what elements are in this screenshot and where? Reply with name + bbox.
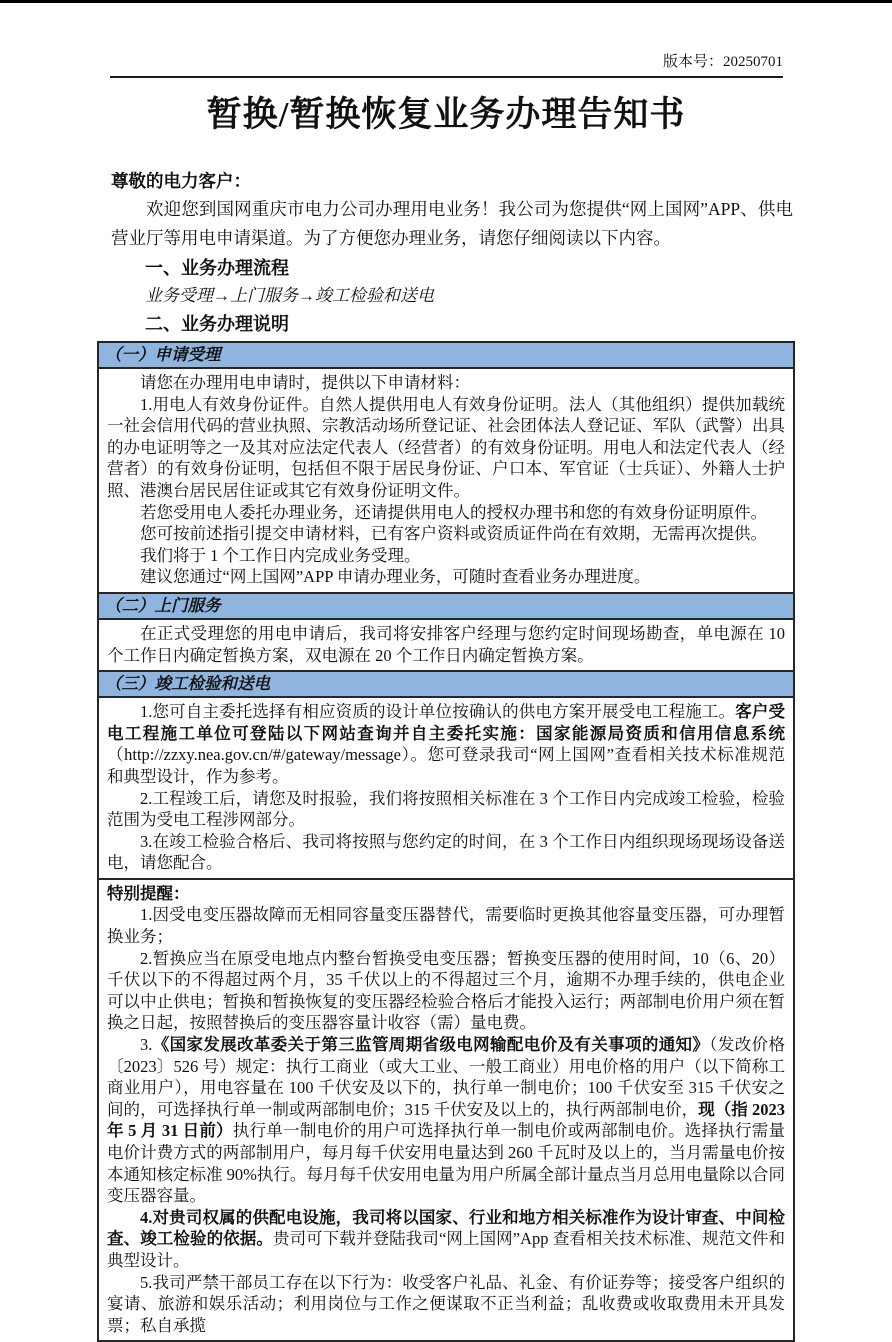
paragraph — [107, 701, 785, 787]
section-header-application: （一）申请受理 — [99, 343, 793, 369]
text-segment: 贵司可下载并登陆我司“网上国网”App 查看相关技术标准、规范文件和典型设计。 — [107, 1229, 785, 1270]
version-header — [110, 51, 783, 78]
paragraph: 2.工程竣工后，请您及时报验，我们将按照相关标准在 3 个工作日内完成竣工检验，检验范围为受电工程涉网部分。 — [107, 788, 785, 830]
paragraph: 我们将于 1 个工作日内完成业务受理。 — [140, 545, 421, 565]
text-segment: 现（指 2023 年 5 月 31 日前） — [107, 1099, 786, 1141]
text-segment: 1.您可自主委托选择有相应资质的设计单位按确认的供电方案开展受电工程施工。 — [140, 702, 736, 722]
section-header-inspection: （三）竣工检验和送电 — [99, 670, 793, 698]
section-body-inspection — [99, 698, 793, 878]
section-heading-process: 一、业务办理流程 — [145, 258, 289, 278]
paragraph — [107, 1207, 785, 1272]
paragraph: 若您受用电人委托办理业务，还请提供用电人的授权办理书和您的有效身份证明原件。 — [140, 502, 767, 522]
process-flow-line: 业务受理→上门服务→竣工检验和送电 — [145, 286, 434, 305]
salutation: 尊敬的电力客户： — [111, 171, 251, 191]
paragraph: 3.在竣工检验合格后、我司将按照与您约定的时间，在 3 个工作日内组织现场现场设备送电，请您配合。 — [107, 831, 785, 873]
paragraph: 在正式受理您的用电申请后，我司将安排客户经理与您约定时间现场勘查，单电源在 10 个工作日内确定暂换方案，双电源在 20 个工作日内确定暂换方案。 — [107, 623, 785, 665]
section-body-onsite-service — [99, 620, 793, 670]
paragraph: 5.我司严禁干部员工存在以下行为：收受客户礼品、礼金、有价证券等；接受客户组织的宴请、旅游和娱乐活动；利用岗位与工作之便谋取不正当利益；乱收费或收取费用未开具发票；私自承揽 — [107, 1272, 785, 1335]
special-reminder-box — [99, 878, 793, 1340]
section-body-application — [99, 369, 793, 592]
notice-table — [97, 341, 795, 1342]
version-label: 版本号：20250701 — [662, 54, 783, 70]
text-segment: （http://zzxy.nea.gov.cn/#/gateway/message）。 — [107, 745, 428, 765]
paragraph: 请您在办理用电申请时，提供以下申请材料： — [140, 373, 470, 392]
preamble — [97, 170, 795, 338]
paragraph — [107, 1034, 785, 1207]
paragraph: 2.暂换应当在原受电地点内整台暂换受电变压器；暂换变压器的使用时间，10（6、20）千伏以下的不得超过两个月，35 千伏以上的不得超过三个月，逾期不办理手续的，供电企业可以中止供电；暂换和暂换恢复的变压器经检验合格后才能投入运行；两部制电价用户须在暂换之日起，按照替换后的变压器容量计收容（需）量电费。 — [107, 948, 785, 1033]
text-segment: 客户受电工程施工单位可登陆以下网站查询并自主委托实施：国家能源局资质和信用信息系统 — [107, 702, 786, 743]
text-segment: 执行单一制电价的用户可选择执行单一制电价或两部制电价。选择执行需量电价计费方式的两部制用户，每月每千伏安用电量达到 260 千瓦时及以上的，当月需量电价按本通知核定标准 90%执行。每月每千伏安用电量为用户所属全部计量点当月总用电量除以合同变压器容量。 — [107, 1121, 786, 1206]
text-segment: （发改价格〔2023〕526 号）规定：执行工商业（或大工业、一般工商业）用电价格的用户（以下简称工商业用户），用电容量在 100 千伏安及以下的，执行单一制电价；100 千伏安至 315 千伏安之间的，可选择执行单一制或两部制电价；315 千伏安及以上的，执行两部制电价， — [107, 1035, 786, 1119]
paragraph: 建议您通过“网上国网”APP 申请办理业务，可随时查看业务办理进度。 — [140, 567, 651, 587]
section-header-onsite-service: （二）上门服务 — [99, 592, 793, 620]
special-reminder-label: 特别提醒： — [107, 883, 190, 903]
paragraph: 1.因受电变压器故障而无相同容量变压器替代，需要临时更换其他容量变压器，可办理暂换业务； — [107, 905, 785, 947]
text-segment: 3. — [140, 1035, 153, 1055]
text-segment: 《国家发展改革委关于第三监管周期省级电网输配电价及有关事项的通知》 — [152, 1035, 710, 1055]
page-title: 暂换/暂换恢复业务办理告知书 — [206, 95, 686, 134]
paragraph: 1.用电人有效身份证件。自然人提供用电人有效身份证明。法人（其他组织）提供加载统一社会信用代码的营业执照、宗教活动场所登记证、社会团体法人登记证、军队（武警）出具的办电证明等之一及其对应法定代表人（经营者）的有效身份证明。用电人和法定代表人（经营者）的有效身份证明，包括但不限于居民身份证、户口本、军官证（士兵证）、外籍人士护照、港澳台居民居住证或其它有效身份证明文件。 — [107, 394, 785, 500]
section-heading-instructions: 二、业务办理说明 — [145, 314, 289, 334]
intro-paragraph: 欢迎您到国网重庆市电力公司办理用电业务！我公司为您提供“网上国网”APP、供电营业厅等用电申请渠道。为了方便您办理业务，请您仔细阅读以下内容。 — [111, 199, 793, 248]
paragraph: 您可按前述指引提交申请材料，已有客户资料或资质证件尚在有效期，无需再次提供。 — [140, 524, 767, 544]
text-segment: 您可登录我司“网上国网”查看相关技术标准规范和典型设计，作为参考。 — [107, 745, 785, 786]
text-segment: 4.对贵司权属的供配电设施，我司将以国家、行业和地方相关标准作为设计审查、中间检查、竣工检验的依据。 — [107, 1207, 785, 1249]
top-border-line — [0, 0, 892, 3]
